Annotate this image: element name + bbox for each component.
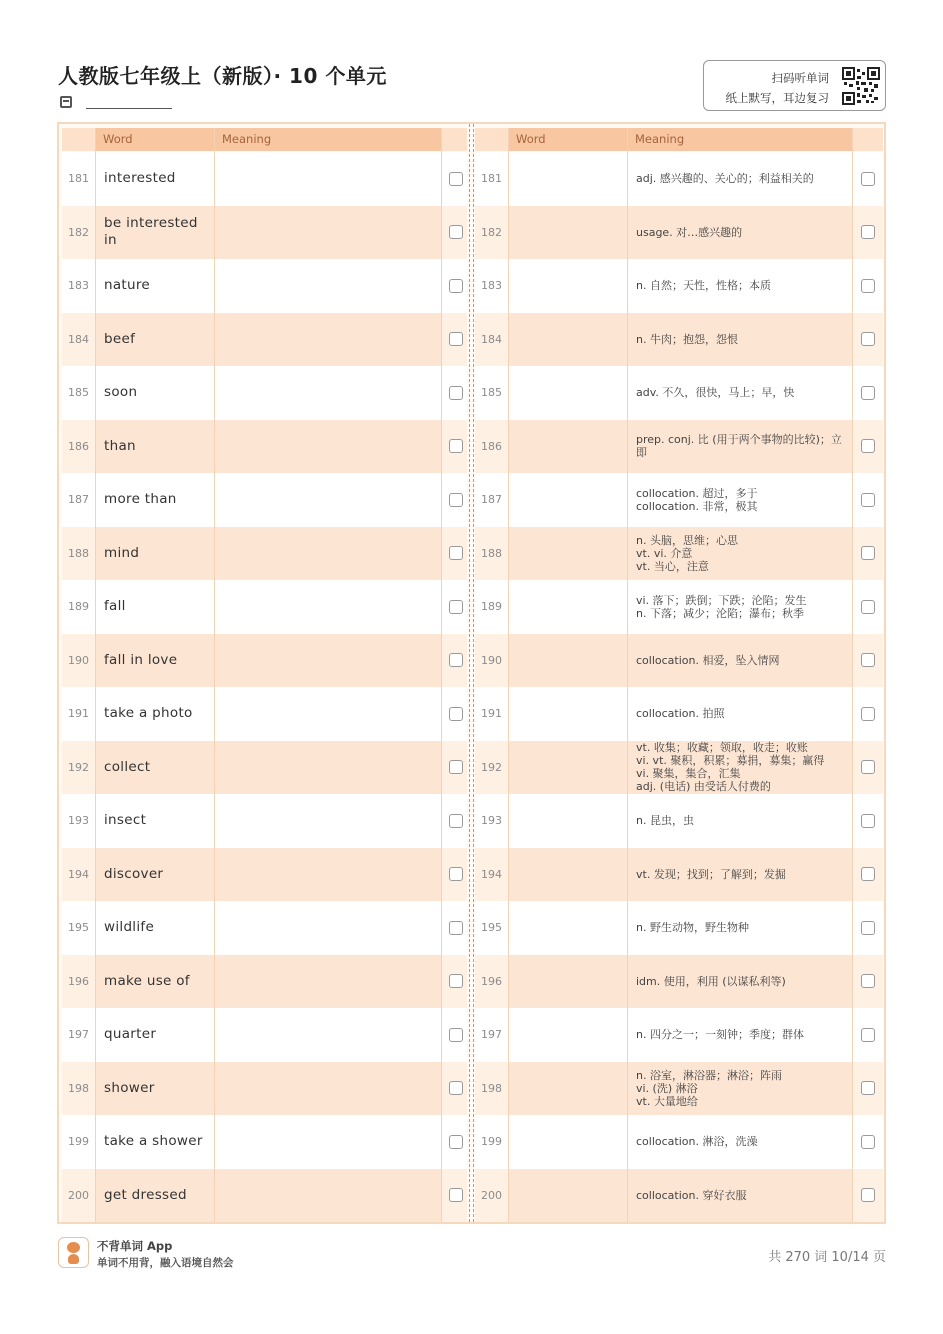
row-number: 185 [68, 386, 89, 400]
row-number: 200 [68, 1188, 89, 1202]
meaning-blank-cell[interactable] [215, 1062, 441, 1116]
word-blank-cell[interactable] [509, 794, 627, 848]
word-blank-cell[interactable] [509, 206, 627, 260]
checkbox[interactable] [861, 1081, 875, 1095]
meaning-blank-cell[interactable] [215, 259, 441, 313]
checkbox[interactable] [449, 225, 463, 239]
table-row [475, 420, 883, 474]
checkbox[interactable] [449, 386, 463, 400]
table-row [475, 206, 883, 260]
word-cell: beef [96, 313, 214, 367]
checkbox[interactable] [449, 814, 463, 828]
checkbox[interactable] [861, 1028, 875, 1042]
header-check-cell [853, 128, 883, 151]
checkbox[interactable] [861, 707, 875, 721]
meaning-cell: usage. 对…感兴趣的 [628, 206, 852, 260]
meaning-cell: collocation. 淋浴，洗澡 [628, 1115, 852, 1169]
row-number: 191 [68, 707, 89, 721]
table-row [62, 634, 467, 688]
column-divider [95, 128, 96, 1222]
table-row [62, 1115, 467, 1169]
checkbox[interactable] [449, 867, 463, 881]
meaning-cell: collocation. 相爱，坠入情网 [628, 634, 852, 688]
column-divider [508, 128, 509, 1222]
meaning-blank-cell[interactable] [215, 687, 441, 741]
row-number: 184 [68, 332, 89, 346]
word-blank-cell[interactable] [509, 1008, 627, 1062]
table-row [475, 687, 883, 741]
meaning-blank-cell[interactable] [215, 366, 441, 420]
word-cell: shower [96, 1062, 214, 1116]
table-row [62, 741, 467, 795]
table-row [62, 473, 467, 527]
checkbox[interactable] [861, 493, 875, 507]
word-blank-cell[interactable] [509, 313, 627, 367]
table-row [475, 1062, 883, 1116]
table-row [62, 848, 467, 902]
checkbox[interactable] [861, 279, 875, 293]
table-row [475, 848, 883, 902]
row-number: 192 [481, 760, 502, 774]
row-number: 196 [68, 974, 89, 988]
meaning-cell: idm. 使用，利用 (以谋私利等) [628, 955, 852, 1009]
table-row [475, 1115, 883, 1169]
meaning-blank-cell[interactable] [215, 1008, 441, 1062]
meaning-cell: vi. 落下；跌倒；下跌；沦陷；发生 n. 下落；减少；沦陷；瀑布；秋季 [628, 580, 852, 634]
word-blank-cell[interactable] [509, 1169, 627, 1223]
word-blank-cell[interactable] [509, 152, 627, 206]
table-row [62, 1169, 467, 1223]
table-row [475, 1169, 883, 1223]
column-divider [627, 128, 628, 1222]
word-cell: insect [96, 794, 214, 848]
word-cell: more than [96, 473, 214, 527]
table-row [62, 152, 467, 206]
row-number: 193 [68, 814, 89, 828]
meaning-blank-cell[interactable] [215, 152, 441, 206]
word-cell: quarter [96, 1008, 214, 1062]
table-row [475, 1008, 883, 1062]
word-blank-cell[interactable] [509, 580, 627, 634]
meaning-cell: n. 头脑，思维；心思 vt. vi. 介意 vt. 当心，注意 [628, 527, 852, 581]
checkbox[interactable] [861, 225, 875, 239]
word-blank-cell[interactable] [509, 527, 627, 581]
meaning-blank-cell[interactable] [215, 527, 441, 581]
header-num-cell [62, 128, 95, 151]
row-number: 199 [68, 1135, 89, 1149]
table-row [62, 366, 467, 420]
row-number: 187 [481, 493, 502, 507]
word-blank-cell[interactable] [509, 259, 627, 313]
row-number: 188 [68, 546, 89, 560]
row-number: 189 [481, 600, 502, 614]
meaning-cell: vt. 发现；找到；了解到；发掘 [628, 848, 852, 902]
row-number: 182 [68, 225, 89, 239]
app-name: 不背单词 App [97, 1239, 173, 1253]
word-blank-cell[interactable] [509, 420, 627, 474]
page-info: 共 270 词 10/14 页 [768, 1250, 886, 1265]
row-number: 198 [481, 1081, 502, 1095]
row-number: 181 [68, 172, 89, 186]
header-meaning: Meaning [215, 128, 441, 151]
checkbox[interactable] [861, 653, 875, 667]
row-number: 189 [68, 600, 89, 614]
meaning-blank-cell[interactable] [215, 901, 441, 955]
table-row [62, 687, 467, 741]
row-number: 196 [481, 974, 502, 988]
row-number: 190 [481, 653, 502, 667]
recall-word-panel [475, 128, 883, 1222]
checkbox[interactable] [861, 546, 875, 560]
header-check-cell [442, 128, 467, 151]
checkbox[interactable] [861, 1188, 875, 1202]
meaning-cell: adj. 感兴趣的、关心的；利益相关的 [628, 152, 852, 206]
table-row [475, 901, 883, 955]
meaning-blank-cell[interactable] [215, 1115, 441, 1169]
meaning-blank-cell[interactable] [215, 420, 441, 474]
row-number: 186 [68, 439, 89, 453]
column-divider [441, 128, 442, 1222]
word-cell: take a photo [96, 687, 214, 741]
row-number: 199 [481, 1135, 502, 1149]
checkbox[interactable] [861, 974, 875, 988]
row-number: 198 [68, 1081, 89, 1095]
row-number: 183 [68, 279, 89, 293]
table-row [475, 313, 883, 367]
table-row [475, 473, 883, 527]
checkbox[interactable] [449, 493, 463, 507]
checkbox[interactable] [861, 1135, 875, 1149]
scan-instruction: 扫码听单词 [771, 71, 829, 85]
meaning-cell: n. 自然；天性，性格；本质 [628, 259, 852, 313]
checkbox[interactable] [449, 279, 463, 293]
date-blank-line [86, 108, 172, 109]
meaning-cell: prep. conj. 比 (用于两个事物的比较)；立即 [628, 420, 852, 474]
page-title: 人教版七年级上（新版）· 10 个单元 [58, 64, 387, 88]
table-row [475, 634, 883, 688]
word-cell: take a shower [96, 1115, 214, 1169]
checkbox[interactable] [449, 332, 463, 346]
table-row [475, 259, 883, 313]
table-row [62, 1062, 467, 1116]
recall-meaning-panel [62, 128, 467, 1222]
checkbox[interactable] [449, 546, 463, 560]
checkbox[interactable] [861, 172, 875, 186]
table-row [475, 794, 883, 848]
word-cell: discover [96, 848, 214, 902]
table-row [475, 152, 883, 206]
qr-code-icon[interactable] [842, 67, 880, 105]
table-row [475, 527, 883, 581]
table-row [62, 527, 467, 581]
word-cell: be interested in [96, 206, 214, 260]
meaning-blank-cell[interactable] [215, 634, 441, 688]
word-blank-cell[interactable] [509, 1115, 627, 1169]
word-blank-cell[interactable] [509, 1062, 627, 1116]
word-cell: soon [96, 366, 214, 420]
meaning-cell: n. 牛肉；抱怨，怨恨 [628, 313, 852, 367]
row-number: 194 [68, 867, 89, 881]
row-number: 190 [68, 653, 89, 667]
word-blank-cell[interactable] [509, 741, 627, 795]
checkbox[interactable] [449, 921, 463, 935]
checkbox[interactable] [449, 172, 463, 186]
column-divider [214, 128, 215, 1222]
word-blank-cell[interactable] [509, 634, 627, 688]
checkbox[interactable] [449, 707, 463, 721]
word-cell: collect [96, 741, 214, 795]
meaning-cell: n. 野生动物，野生物种 [628, 901, 852, 955]
checkbox[interactable] [449, 1188, 463, 1202]
checkbox[interactable] [449, 1028, 463, 1042]
checkbox[interactable] [861, 386, 875, 400]
checkbox[interactable] [449, 760, 463, 774]
meaning-blank-cell[interactable] [215, 955, 441, 1009]
table-row [62, 313, 467, 367]
table-row [62, 206, 467, 260]
row-number: 195 [481, 921, 502, 935]
word-cell: fall [96, 580, 214, 634]
header-meaning: Meaning [628, 128, 852, 151]
word-blank-cell[interactable] [509, 848, 627, 902]
table-row [475, 366, 883, 420]
row-number: 191 [481, 707, 502, 721]
checkbox[interactable] [449, 1081, 463, 1095]
row-number: 197 [68, 1028, 89, 1042]
column-divider [852, 128, 853, 1222]
meaning-cell: n. 四分之一；一刻钟；季度；群体 [628, 1008, 852, 1062]
checkbox[interactable] [861, 814, 875, 828]
meaning-cell: n. 昆虫，虫 [628, 794, 852, 848]
meaning-cell: n. 浴室，淋浴器；淋浴；阵雨 vi. (洗) 淋浴 vt. 大量地给 [628, 1062, 852, 1116]
row-number: 182 [481, 225, 502, 239]
meaning-cell: collocation. 拍照 [628, 687, 852, 741]
row-number: 193 [481, 814, 502, 828]
table-row [475, 580, 883, 634]
table-row [475, 741, 883, 795]
word-blank-cell[interactable] [509, 687, 627, 741]
checkbox[interactable] [861, 867, 875, 881]
meaning-blank-cell[interactable] [215, 473, 441, 527]
row-number: 192 [68, 760, 89, 774]
table-row [62, 794, 467, 848]
word-blank-cell[interactable] [509, 366, 627, 420]
checkbox[interactable] [861, 439, 875, 453]
meaning-cell: adv. 不久，很快，马上；早，快 [628, 366, 852, 420]
word-blank-cell[interactable] [509, 901, 627, 955]
row-number: 197 [481, 1028, 502, 1042]
scan-subtitle: 纸上默写，耳边复习 [725, 91, 829, 105]
meaning-blank-cell[interactable] [215, 794, 441, 848]
table-row [62, 580, 467, 634]
table-row [475, 955, 883, 1009]
scan-qr-box[interactable] [703, 60, 886, 111]
meaning-blank-cell[interactable] [215, 741, 441, 795]
row-number: 194 [481, 867, 502, 881]
word-blank-cell[interactable] [509, 955, 627, 1009]
table-row [62, 1008, 467, 1062]
word-cell: make use of [96, 955, 214, 1009]
row-number: 186 [481, 439, 502, 453]
table-row [62, 420, 467, 474]
checkbox[interactable] [861, 760, 875, 774]
meaning-blank-cell[interactable] [215, 848, 441, 902]
checkbox[interactable] [861, 332, 875, 346]
checkbox[interactable] [449, 439, 463, 453]
checkbox[interactable] [449, 1135, 463, 1149]
row-number: 184 [481, 332, 502, 346]
meaning-blank-cell[interactable] [215, 1169, 441, 1223]
row-number: 195 [68, 921, 89, 935]
header-word: Word [509, 128, 627, 151]
header-num-cell [475, 128, 508, 151]
row-number: 200 [481, 1188, 502, 1202]
word-cell: wildlife [96, 901, 214, 955]
checkbox[interactable] [861, 921, 875, 935]
checkbox[interactable] [449, 653, 463, 667]
row-number: 185 [481, 386, 502, 400]
meaning-blank-cell[interactable] [215, 313, 441, 367]
row-number: 187 [68, 493, 89, 507]
checkbox[interactable] [449, 600, 463, 614]
meaning-blank-cell[interactable] [215, 580, 441, 634]
table-row [62, 901, 467, 955]
table-row [62, 259, 467, 313]
word-blank-cell[interactable] [509, 473, 627, 527]
checkbox[interactable] [449, 974, 463, 988]
word-cell: nature [96, 259, 214, 313]
word-sheet [57, 122, 886, 1224]
calendar-icon [60, 96, 72, 108]
meaning-cell: collocation. 超过，多于 collocation. 非常，极其 [628, 473, 852, 527]
row-number: 183 [481, 279, 502, 293]
app-slogan: 单词不用背，融入语境自然会 [97, 1257, 234, 1269]
word-cell: mind [96, 527, 214, 581]
checkbox[interactable] [861, 600, 875, 614]
table-row [62, 955, 467, 1009]
row-number: 188 [481, 546, 502, 560]
meaning-cell: vt. 收集；收藏；领取，收走；收账 vi. vt. 聚积，积累；募捐，募集；赢得 vi. 聚集，集合，汇集 adj. (电话) 由受话人付费的 [628, 741, 852, 795]
mascot-logo-icon [58, 1237, 89, 1268]
word-cell: interested [96, 152, 214, 206]
header-word: Word [96, 128, 214, 151]
row-number: 181 [481, 172, 502, 186]
meaning-cell: collocation. 穿好衣服 [628, 1169, 852, 1223]
word-cell: get dressed [96, 1169, 214, 1223]
word-cell: than [96, 420, 214, 474]
fold-line [469, 124, 474, 1222]
meaning-blank-cell[interactable] [215, 206, 441, 260]
word-cell: fall in love [96, 634, 214, 688]
